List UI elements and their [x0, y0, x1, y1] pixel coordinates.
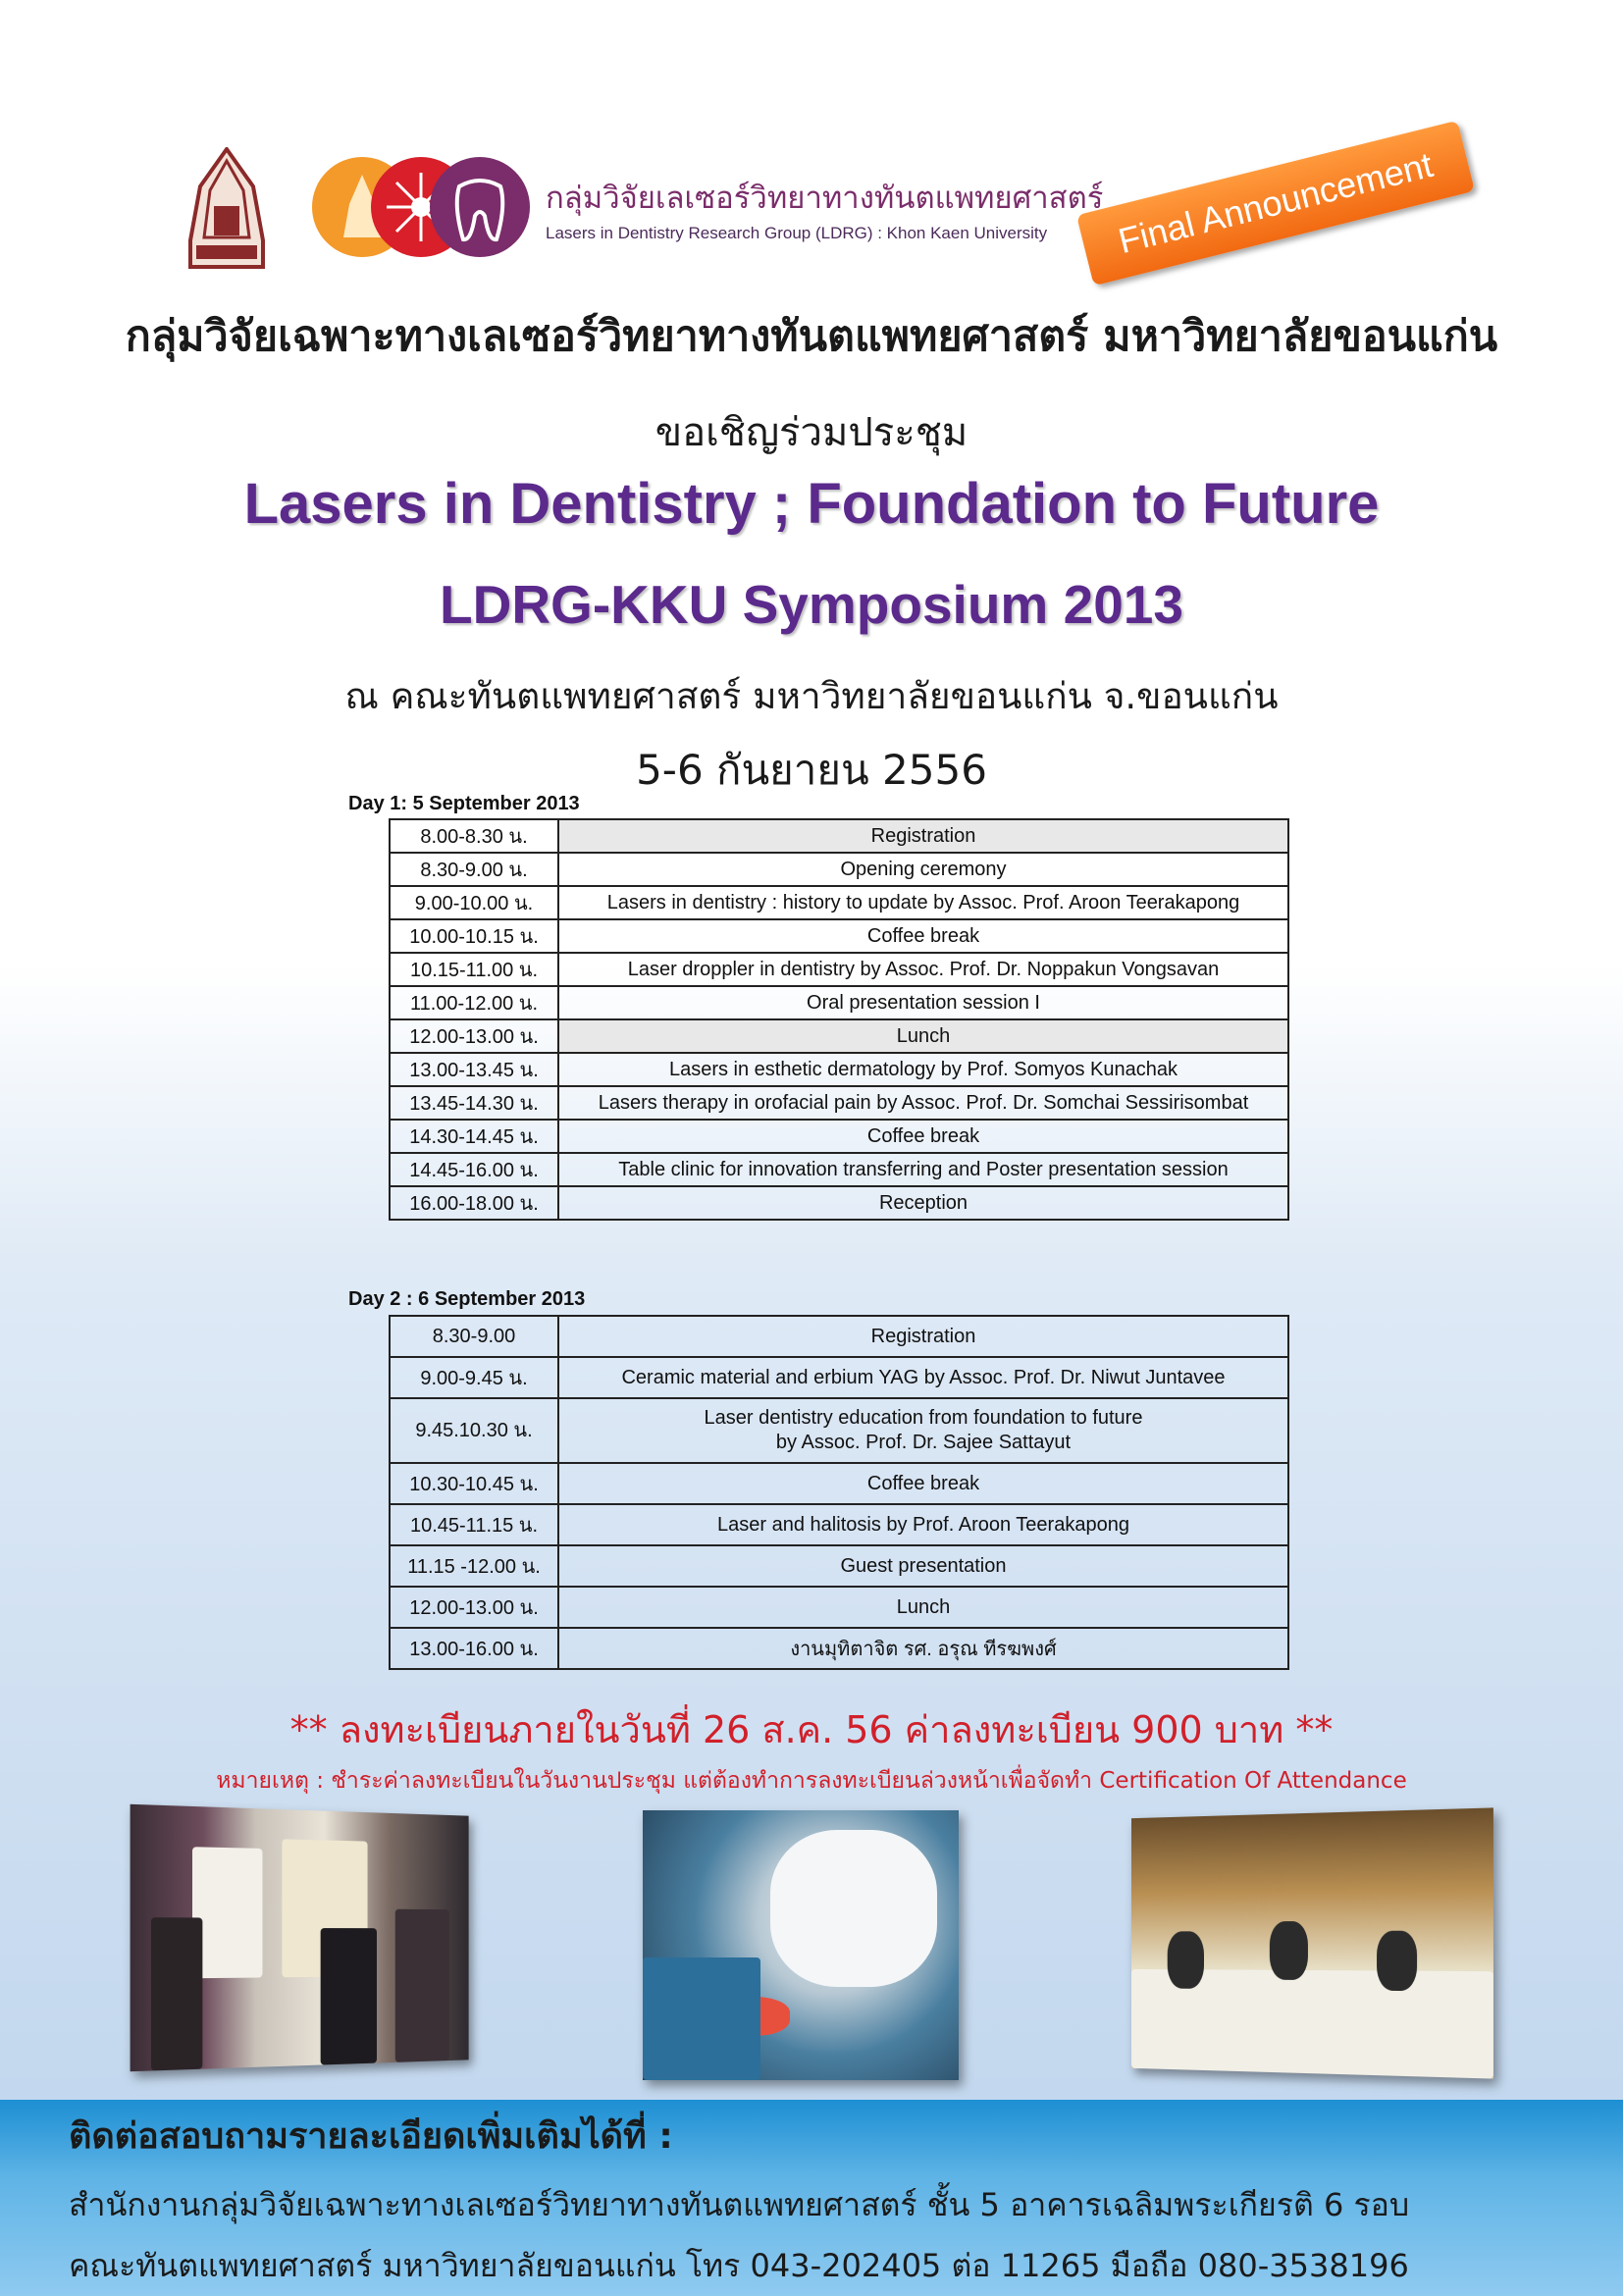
audience-photo — [1131, 1807, 1493, 2078]
time-cell: 16.00-18.00 น. — [390, 1186, 558, 1220]
event-line: Laser dentistry education from foundation to future — [704, 1407, 1143, 1429]
event-cell: Coffee break — [558, 1463, 1288, 1504]
day1-schedule-table — [389, 818, 1289, 1221]
event-cell: Laser droppler in dentistry by Assoc. Prof. Dr. Noppakun Vongsavan — [558, 953, 1288, 986]
event-cell: งานมุทิตาจิต รศ. อรุณ ทีรฆพงศ์ — [558, 1628, 1288, 1669]
time-cell: 11.00-12.00 น. — [390, 986, 558, 1019]
table-row — [390, 1398, 1288, 1463]
time-cell: 10.15-11.00 น. — [390, 953, 558, 986]
table-row — [390, 1628, 1288, 1669]
time-cell: 14.45-16.00 น. — [390, 1153, 558, 1186]
registration-note: หมายเหตุ : ชำระค่าลงทะเบียนในวันงานประชุม แต่ต้องทำการลงทะเบียนล่วงหน้าเพื่อจัดทำ Certification Of Attendance — [216, 1768, 1407, 1794]
time-cell: 8.30-9.00 — [390, 1316, 558, 1357]
event-cell: Registration — [558, 819, 1288, 853]
event-cell: Lunch — [558, 1019, 1288, 1053]
event-cell: Coffee break — [558, 919, 1288, 953]
table-row — [390, 886, 1288, 919]
group-name-thai: กลุ่มวิจัยเลเซอร์วิทยาทางทันตแพทยศาสตร์ — [546, 181, 1104, 216]
symposium-subtitle: LDRG-KKU Symposium 2013 — [440, 574, 1183, 635]
time-cell: 13.45-14.30 น. — [390, 1086, 558, 1120]
table-row — [390, 919, 1288, 953]
event-cell — [558, 1398, 1288, 1463]
event-cell: Laser and halitosis by Prof. Aroon Teerakapong — [558, 1504, 1288, 1545]
group-name-english: Lasers in Dentistry Research Group (LDRG) : Khon Kaen University — [546, 224, 1048, 242]
table-row — [390, 1316, 1288, 1357]
table-row — [390, 1504, 1288, 1545]
time-cell: 9.00-10.00 น. — [390, 886, 558, 919]
event-cell: Registration — [558, 1316, 1288, 1357]
day1-label: Day 1: 5 September 2013 — [348, 793, 580, 814]
event-cell: Lunch — [558, 1587, 1288, 1628]
time-cell: 9.45.10.30 น. — [390, 1398, 558, 1463]
event-cell: Coffee break — [558, 1120, 1288, 1153]
table-row — [390, 1545, 1288, 1587]
table-row — [390, 1186, 1288, 1220]
time-cell: 12.00-13.00 น. — [390, 1019, 558, 1053]
time-cell: 14.30-14.45 น. — [390, 1120, 558, 1153]
table-row — [390, 819, 1288, 853]
event-cell: Oral presentation session I — [558, 986, 1288, 1019]
time-cell: 10.00-10.15 น. — [390, 919, 558, 953]
table-row — [390, 1587, 1288, 1628]
time-cell: 13.00-13.45 น. — [390, 1053, 558, 1086]
event-cell: Lasers therapy in orofacial pain by Assoc. Prof. Dr. Somchai Sessirisombat — [558, 1086, 1288, 1120]
time-cell: 12.00-13.00 น. — [390, 1587, 558, 1628]
time-cell: 10.30-10.45 น. — [390, 1463, 558, 1504]
university-seal-icon — [184, 147, 269, 275]
contact-address: สำนักงานกลุ่มวิจัยเฉพาะทางเลเซอร์วิทยาทางทันตแพทยศาสตร์ ชั้น 5 อาคารเฉลิมพระเกียรติ 6 รอบ — [69, 2186, 1410, 2223]
day2-label: Day 2 : 6 September 2013 — [348, 1288, 586, 1310]
contact-phone: คณะทันตแพทยศาสตร์ มหาวิทยาลัยขอนแก่น โทร 043-202405 ต่อ 11265 มือถือ 080-3538196 — [69, 2247, 1409, 2284]
event-cell: Lasers in esthetic dermatology by Prof. Somyos Kunachak — [558, 1053, 1288, 1086]
contact-heading: ติดต่อสอบถามรายละเอียดเพิ่มเติมได้ที่ : — [69, 2116, 673, 2157]
event-cell: Opening ceremony — [558, 853, 1288, 886]
event-cell: Guest presentation — [558, 1545, 1288, 1587]
ldrg-logo — [312, 157, 530, 267]
dates-text: 5-6 กันยายน 2556 — [636, 746, 987, 794]
table-row — [390, 1357, 1288, 1398]
final-announcement-badge: Final Announcement — [1076, 121, 1475, 287]
event-cell: Ceramic material and erbium YAG by Assoc. Prof. Dr. Niwut Juntavee — [558, 1357, 1288, 1398]
time-cell: 13.00-16.00 น. — [390, 1628, 558, 1669]
table-row — [390, 1153, 1288, 1186]
organization-title: กลุ่มวิจัยเฉพาะทางเลเซอร์วิทยาทางทันตแพทยศาสตร์ มหาวิทยาลัยขอนแก่น — [125, 312, 1498, 361]
event-cell: Lasers in dentistry : history to update by Assoc. Prof. Aroon Teerakapong — [558, 886, 1288, 919]
time-cell: 11.15 -12.00 น. — [390, 1545, 558, 1587]
poster-session-photo — [131, 1804, 469, 2071]
registration-deadline: ** ลงทะเบียนภายในวันที่ 26 ส.ค. 56 ค่าลงทะเบียน 900 บาท ** — [289, 1708, 1334, 1751]
table-row — [390, 1019, 1288, 1053]
venue-text: ณ คณะทันตแพทยศาสตร์ มหาวิทยาลัยขอนแก่น จ.ขอนแก่น — [344, 675, 1279, 717]
table-row — [390, 953, 1288, 986]
time-cell: 8.30-9.00 น. — [390, 853, 558, 886]
table-row — [390, 1120, 1288, 1153]
invitation-text: ขอเชิญร่วมประชุม — [654, 410, 969, 455]
table-row — [390, 853, 1288, 886]
table-row — [390, 1463, 1288, 1504]
time-cell: 8.00-8.30 น. — [390, 819, 558, 853]
event-cell: Table clinic for innovation transferring and Poster presentation session — [558, 1153, 1288, 1186]
dental-laser-demo-photo — [643, 1810, 959, 2080]
event-speaker-line: by Assoc. Prof. Dr. Sajee Sattayut — [775, 1432, 1072, 1453]
ldrg-tooth-icon — [430, 157, 530, 257]
event-cell: Reception — [558, 1186, 1288, 1220]
table-row — [390, 1053, 1288, 1086]
table-row — [390, 1086, 1288, 1120]
symposium-title: Lasers in Dentistry ; Foundation to Future — [243, 472, 1380, 536]
day2-schedule-table — [389, 1315, 1289, 1670]
time-cell: 9.00-9.45 น. — [390, 1357, 558, 1398]
table-row — [390, 986, 1288, 1019]
time-cell: 10.45-11.15 น. — [390, 1504, 558, 1545]
